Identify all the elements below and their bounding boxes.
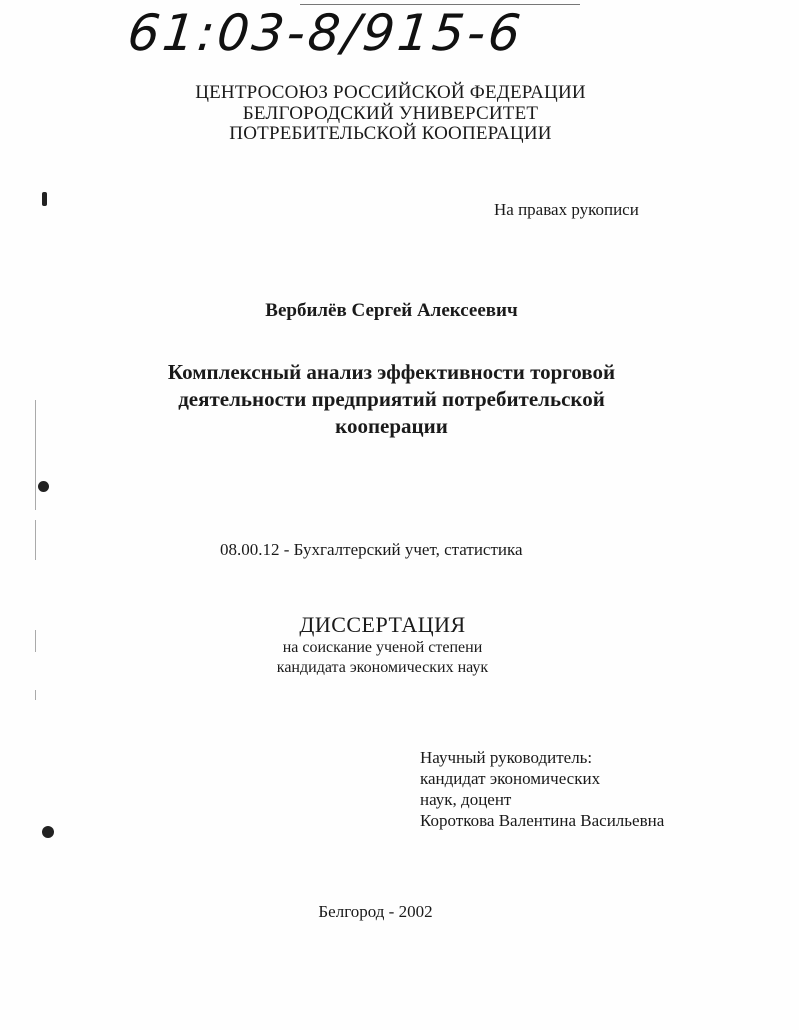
title-line-1: Комплексный анализ эффективности торговой — [167, 360, 616, 384]
scan-mark-1 — [42, 192, 47, 206]
title-line-3: кооперации — [335, 414, 448, 438]
scan-margin-line-2 — [35, 520, 36, 560]
author-name: Вербилёв Сергей Алексеевич — [265, 300, 518, 321]
supervisor-degree-line-1: кандидат экономических — [420, 769, 601, 788]
dissertation-line-1: на соискание ученой степени — [282, 639, 483, 656]
supervisor-label: Научный руководитель: — [420, 748, 593, 767]
city-year: Белгород - 2002 — [318, 902, 433, 921]
dissertation-line-2: кандидата экономических наук — [276, 659, 489, 676]
scan-mark-2 — [38, 481, 49, 492]
scan-margin-line-4 — [35, 690, 36, 700]
scan-mark-3 — [42, 826, 54, 838]
rights-note: На правах рукописи — [494, 200, 639, 219]
specialty-code: 08.00.12 - Бухгалтерский учет, статистика — [220, 540, 523, 559]
handwritten-archive-number: 61:03-8/915-6 — [124, 4, 527, 62]
organization-line-2: БЕЛГОРОДСКИЙ УНИВЕРСИТЕТ — [242, 103, 539, 124]
title-line-2: деятельности предприятий потребительской — [178, 387, 605, 411]
supervisor-name: Короткова Валентина Васильевна — [420, 811, 665, 830]
dissertation-heading: ДИССЕРТАЦИЯ — [299, 612, 466, 637]
supervisor-degree-line-2: наук, доцент — [420, 790, 512, 809]
organization-line-1: ЦЕНТРОСОЮЗ РОССИЙСКОЙ ФЕДЕРАЦИИ — [195, 82, 586, 103]
organization-line-3: ПОТРЕБИТЕЛЬСКОЙ КООПЕРАЦИИ — [229, 123, 552, 144]
